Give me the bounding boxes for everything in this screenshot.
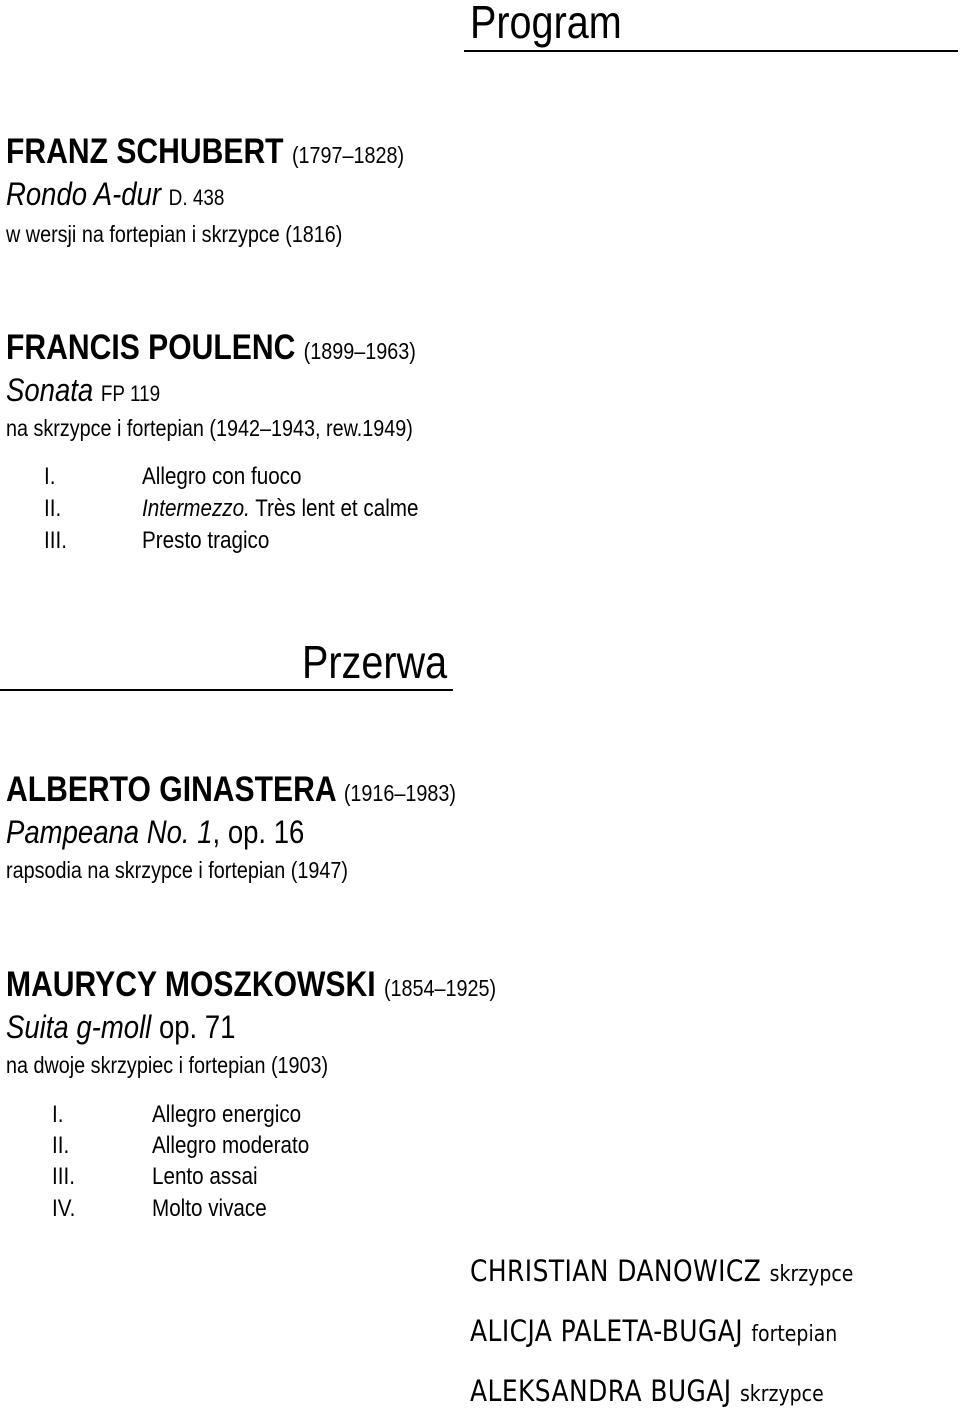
work-catalog: op. 71 bbox=[158, 1009, 236, 1045]
work-title-line bbox=[6, 372, 185, 412]
work-title-line bbox=[6, 814, 353, 850]
performer-line bbox=[470, 1254, 916, 1292]
work-description: na skrzypce i fortepian (1942–1943, rew.1949) bbox=[6, 415, 413, 441]
composer-dates: (1854–1925) bbox=[383, 975, 497, 1001]
performer-role: skrzypce bbox=[769, 1262, 854, 1287]
composer-name: FRANCIS POULENC bbox=[6, 328, 296, 367]
work-title-line bbox=[6, 176, 260, 216]
work-title: Rondo A-dur bbox=[6, 176, 162, 212]
work-description: na dwoje skrzypiec i fortepian (1903) bbox=[6, 1052, 329, 1078]
work-description: w wersji na fortepian i skrzypce (1816) bbox=[6, 221, 343, 247]
performer-name: CHRISTIAN DANOWICZ bbox=[470, 1254, 762, 1288]
composer-heading bbox=[6, 770, 529, 813]
performer-name: ALICJA PALETA-BUGAJ bbox=[470, 1314, 743, 1348]
movement-number: III. bbox=[44, 527, 67, 554]
movement-title: Presto tragico bbox=[142, 527, 270, 554]
movement-number: II. bbox=[52, 1132, 70, 1159]
work-catalog: D. 438 bbox=[168, 185, 225, 210]
composer-dates: (1916–1983) bbox=[343, 780, 457, 806]
performer-line bbox=[470, 1374, 881, 1412]
work-catalog: , op. 16 bbox=[212, 814, 305, 850]
performer-role: fortepian bbox=[751, 1322, 838, 1347]
work-catalog: FP 119 bbox=[100, 381, 161, 406]
performer-line bbox=[470, 1314, 897, 1352]
intermission-underline bbox=[0, 689, 453, 691]
composer-name: MAURYCY MOSZKOWSKI bbox=[6, 965, 376, 1004]
movement-number: I. bbox=[44, 463, 56, 490]
composer-name: FRANZ SCHUBERT bbox=[6, 132, 284, 171]
composer-dates: (1797–1828) bbox=[291, 142, 405, 168]
work-title: Suita g-moll bbox=[6, 1009, 152, 1045]
movement-number: IV. bbox=[52, 1195, 76, 1222]
page-title: Program bbox=[470, 0, 622, 48]
composer-dates: (1899–1963) bbox=[303, 338, 416, 364]
movement-title: Allegro energico bbox=[152, 1101, 302, 1128]
movement-title bbox=[142, 494, 463, 524]
movement-title-italic: Intermezzo. bbox=[142, 495, 250, 522]
movement-title-rest: Très lent et calme bbox=[249, 495, 419, 522]
intermission-heading: Przerwa bbox=[302, 636, 448, 688]
movement-number: I. bbox=[52, 1101, 64, 1128]
movement-title: Allegro moderato bbox=[152, 1132, 310, 1159]
title-underline bbox=[464, 50, 958, 52]
composer-heading bbox=[6, 965, 576, 1008]
work-title: Sonata bbox=[6, 372, 94, 408]
work-description: rapsodia na skrzypce i fortepian (1947) bbox=[6, 857, 348, 883]
performer-name: ALEKSANDRA BUGAJ bbox=[470, 1374, 732, 1408]
composer-heading bbox=[6, 132, 469, 175]
work-title: Pampeana No. 1 bbox=[6, 814, 213, 850]
work-title-line bbox=[6, 1009, 273, 1045]
movement-title: Lento assai bbox=[152, 1163, 258, 1190]
composer-heading bbox=[6, 328, 483, 371]
performer-role: skrzypce bbox=[739, 1382, 824, 1407]
movement-title: Allegro con fuoco bbox=[142, 463, 302, 490]
movement-number: II. bbox=[44, 495, 62, 522]
composer-name: ALBERTO GINASTERA bbox=[6, 770, 336, 809]
movement-title: Molto vivace bbox=[152, 1195, 267, 1222]
movement-number: III. bbox=[52, 1163, 75, 1190]
